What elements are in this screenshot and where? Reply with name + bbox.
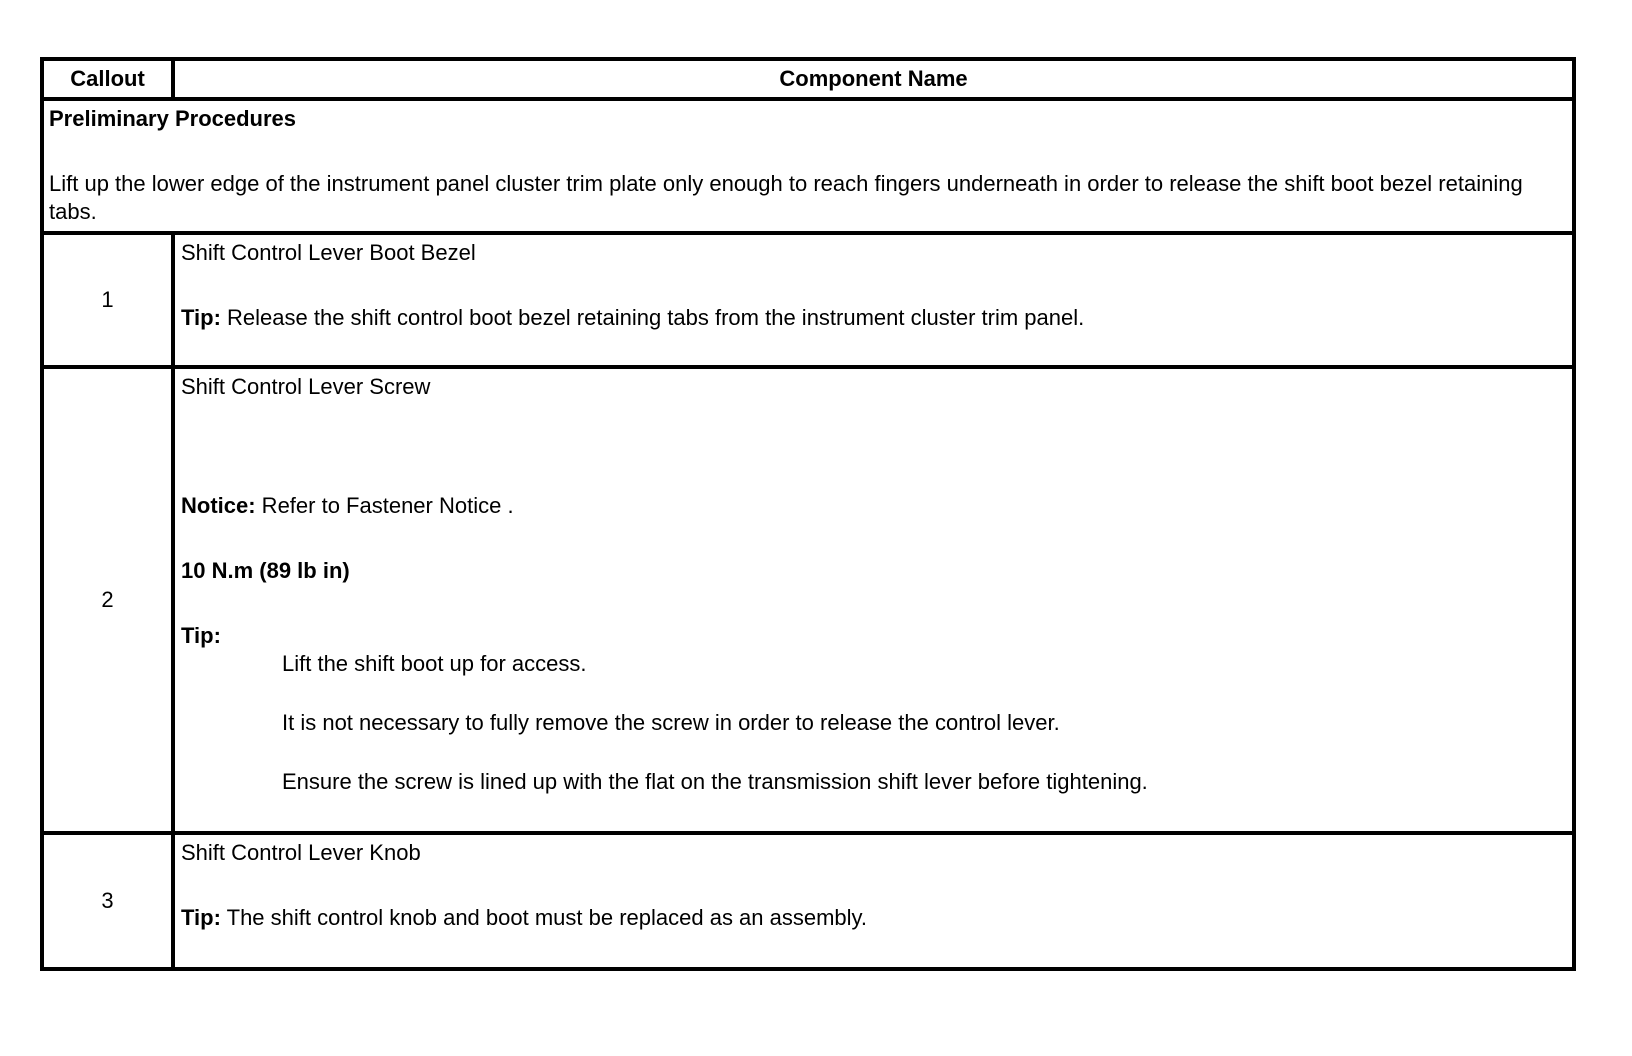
header-component-name: Component Name [173, 59, 1574, 99]
component-name: Shift Control Lever Knob [181, 840, 421, 865]
table-row [42, 367, 1574, 833]
component-cell [173, 367, 1574, 833]
preliminary-title: Preliminary Procedures [49, 106, 297, 131]
component-cell [173, 233, 1574, 367]
preliminary-text: Lift up the lower edge of the instrument panel cluster trim plate only enough to reach fingers underneath in order to release the shift boot bezel retaining tabs. [49, 171, 1523, 224]
table-row [42, 233, 1574, 367]
component-table [40, 57, 1576, 971]
tip-item: It is not necessary to fully remove the screw in order to release the control lever. [282, 710, 1060, 735]
tip-line [181, 904, 1566, 932]
callout-number: 2 [42, 367, 173, 833]
component-name: Shift Control Lever Boot Bezel [181, 240, 476, 265]
callout-number: 3 [42, 833, 173, 969]
notice-label: Notice: [181, 493, 256, 518]
tip-item: Ensure the screw is lined up with the flat on the transmission shift lever before tightening. [282, 769, 1148, 794]
tip-label: Tip: [181, 623, 221, 648]
tip-label: Tip: [181, 305, 221, 330]
component-name: Shift Control Lever Screw [181, 374, 431, 399]
torque-spec: 10 N.m (89 lb in) [181, 558, 350, 583]
tip-item: Lift the shift boot up for access. [282, 651, 587, 676]
header-callout: Callout [42, 59, 173, 99]
component-cell [173, 833, 1574, 969]
preliminary-row [42, 99, 1574, 233]
tip-line [181, 304, 1566, 332]
preliminary-cell [42, 99, 1574, 233]
notice-text: Refer to Fastener Notice . [255, 493, 514, 518]
tip-text: Release the shift control boot bezel retaining tabs from the instrument cluster trim panel. [220, 305, 1085, 330]
callout-number: 1 [42, 233, 173, 367]
tip-text: The shift control knob and boot must be replaced as an assembly. [220, 905, 868, 930]
table-row [42, 833, 1574, 969]
tip-label: Tip: [181, 905, 221, 930]
notice-line [181, 492, 1566, 520]
table-header-row [42, 59, 1574, 99]
